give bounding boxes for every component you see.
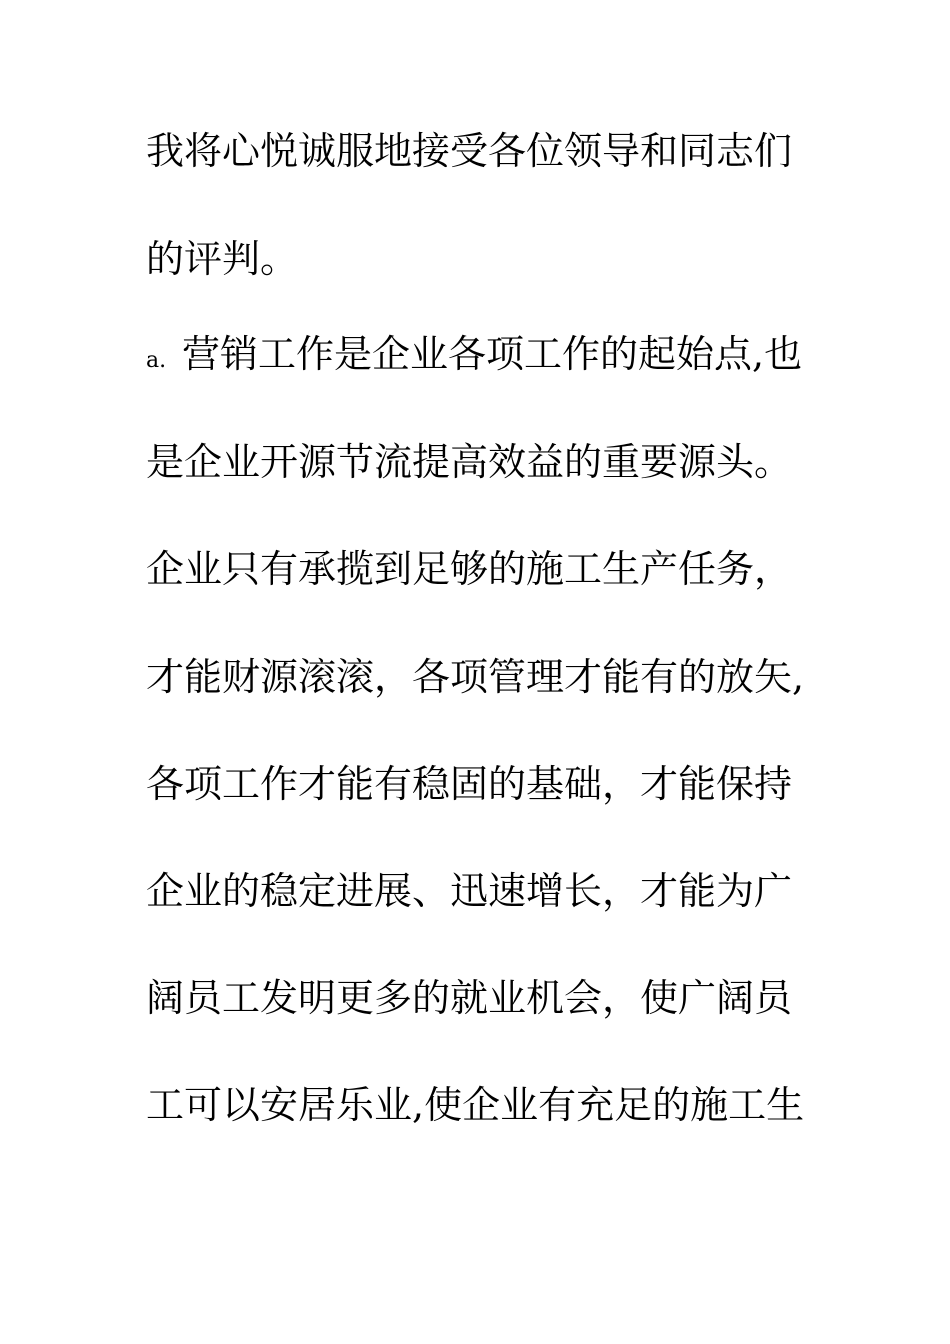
text-line: 企业只有承揽到足够的施工生产任务，	[146, 547, 793, 591]
list-item-line	[146, 331, 826, 384]
text-line: 的评判。	[146, 237, 299, 281]
text-line: 企业的稳定进展、迅速增长，才能为广	[146, 869, 793, 913]
text-line: 阔员工发明更多的就业机会，使广阔员	[146, 976, 793, 1020]
text-line: 各项工作才能有稳固的基础，才能保持	[146, 762, 793, 806]
text-line: 是企业开源节流提高效益的重要源头。	[146, 440, 793, 484]
text-line: 工可以安居乐业,使企业有充足的施工生	[146, 1083, 805, 1127]
list-bullet: a.	[146, 348, 167, 373]
text-line: 我将心悦诚服地接受各位领导和同志们	[146, 129, 793, 173]
text-line: 营销工作是企业各项工作的起始点,也	[182, 332, 803, 376]
text-line: 才能财源滚滚，各项管理才能有的放矢,	[146, 655, 805, 699]
